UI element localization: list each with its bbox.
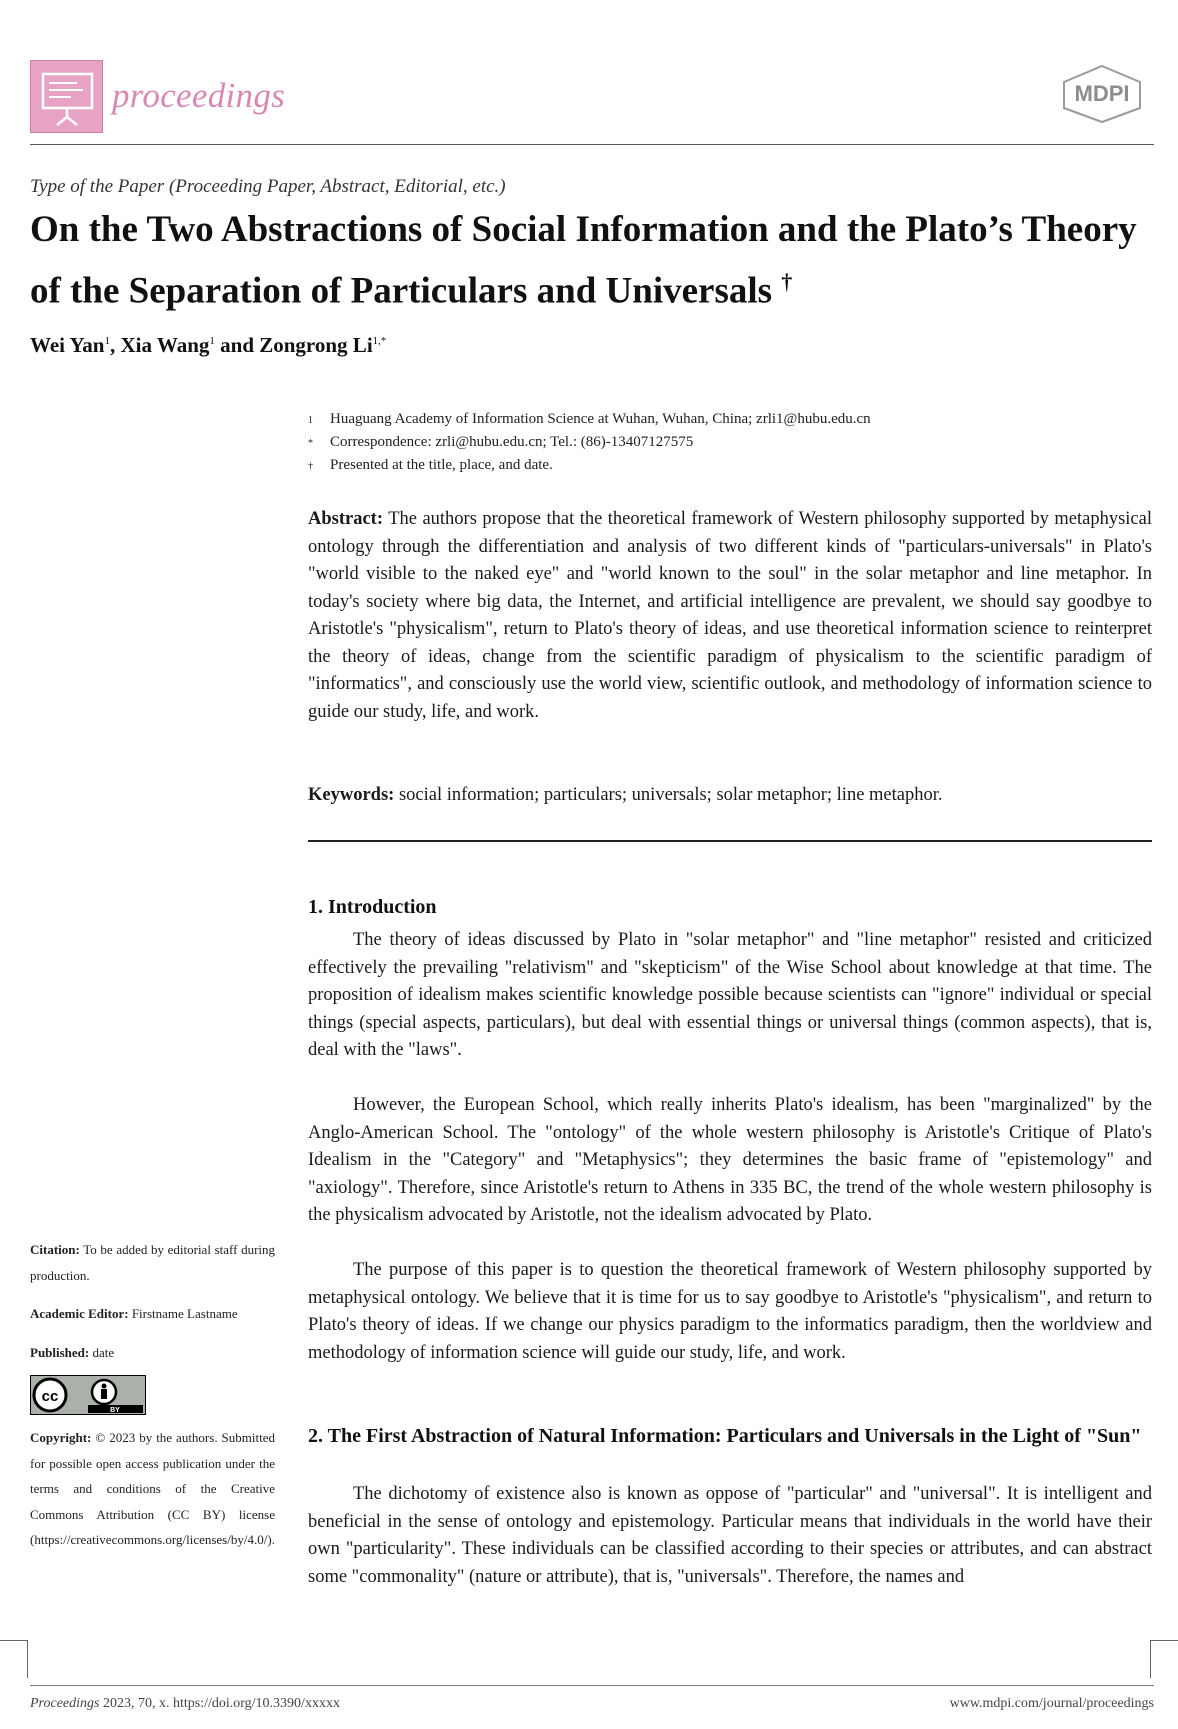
published-note: [30, 1340, 275, 1366]
crop-mark-right: [1150, 1640, 1178, 1678]
author-affiliation-mark: 1,*: [372, 335, 387, 347]
title-footnote-mark: †: [781, 269, 793, 294]
paper-type-line: Type of the Paper (Proceeding Paper, Abstract, Editorial, etc.): [30, 176, 506, 197]
author-affiliation-mark: 1: [209, 335, 215, 347]
presented-note-text: Presented at the title, place, and date.: [330, 457, 553, 473]
academic-editor-note: [30, 1301, 275, 1327]
keywords-label: Keywords:: [308, 785, 395, 805]
mdpi-logo-icon: [1058, 64, 1146, 124]
section-heading: 1. Introduction: [308, 896, 437, 918]
copyright-note: [30, 1425, 275, 1553]
abstract-label: Abstract:: [308, 509, 384, 529]
body-paragraph: However, the European School, which really inherits Plato's idealism, has been "marginalized" by the Anglo-American School. The "ontology" of the whole western philosophy is Aristotle's Critique of Plato's Idealism in the "Category" and "Metaphysics"; they determines the basic frame of "epistemology" and "axiology". Therefore, since Aristotle's return to Athens in 335 BC, the trend of the whole western philosophy is the physicalism advocated by Aristotle, not the idealism advocated by Plato.: [308, 1095, 1152, 1225]
abstract-divider: [308, 840, 1152, 842]
citation-note: [30, 1237, 275, 1288]
affiliation-mark: 1: [308, 415, 313, 426]
body-paragraph: The dichotomy of existence also is known as oppose of "particular" and "universal". It is intelligent and beneficial in the sense of ontology and epistemology. Particular means that individuals in the world have their own "particularity". These individuals can be classified according to their species or attributes, and can abstract some "commonality" (nature or attribute), that is, "universals". Therefore, the names and: [308, 1484, 1152, 1587]
abstract: [308, 506, 1152, 726]
abstract-text: The authors propose that the theoretical framework of Western philosophy supported by metaphysical ontology through the differentiation and analysis of two different kinds of "particulars-universals" in Plato's "world visible to the naked eye" and "world known to the soul" in the solar metaphor and line metaphor. In today's society where big data, the Internet, and artificial intelligence are prevalent, we should say goodbye to Aristotle's "physicalism", return to Plato's theory of ideas, and use theoretical information science to reinterpret the theory of ideas, change from the scientific paradigm of physicalism to the scientific paradigm of "informatics", and consciously use the world view, scientific outlook, and methodology of information science to guide our study, life, and work.: [308, 509, 1152, 722]
citation-label: Citation:: [30, 1242, 80, 1257]
affiliation-mark: *: [308, 438, 313, 449]
body-paragraph: The purpose of this paper is to question the theoretical framework of Western philosophy supported by metaphysical ontology. We believe that it is time for us to say goodbye to Aristotle's "physicalism", and return to Plato's theory of ideas. If we change our physics paradigm to the informatics paradigm, then the worldview and methodology of information science will guide our study, life, and work.: [308, 1260, 1152, 1363]
academic-editor-text: Firstname Lastname: [131, 1306, 238, 1321]
header-divider: [30, 144, 1154, 145]
section-heading: 2. The First Abstraction of Natural Information: Particulars and Universals in the Light of "Sun": [308, 1425, 1142, 1447]
footer-citation-text[interactable]: 2023, 70, x. https://doi.org/10.3390/xxxxx: [102, 1696, 340, 1711]
affiliation-line: [308, 411, 871, 428]
affiliation-text: Huaguang Academy of Information Science at Wuhan, Wuhan, China; zrli1@hubu.edu.cn: [330, 411, 871, 427]
title-text: On the Two Abstractions of Social Information and the Plato’s Theory of the Separation of Particulars and Universals: [30, 209, 1137, 312]
author-name: Wei Yan: [30, 333, 105, 357]
academic-editor-label: Academic Editor:: [30, 1306, 129, 1321]
copyright-label: Copyright:: [30, 1430, 92, 1445]
mdpi-logo-text: MDPI: [1074, 81, 1130, 106]
cc-by-text: BY: [110, 1407, 120, 1414]
author-separator: ,: [109, 333, 121, 357]
published-text: date: [92, 1345, 115, 1360]
published-label: Published:: [30, 1345, 90, 1360]
footer-journal: Proceedings: [30, 1696, 100, 1711]
keywords-text: social information; particulars; universals; solar metaphor; line metaphor.: [398, 785, 943, 805]
journal-name: proceedings: [112, 76, 286, 115]
journal-logo-icon: [30, 60, 103, 133]
cc-by-license-icon: [30, 1375, 146, 1415]
footer-divider: [30, 1685, 1154, 1686]
presented-note-line: [308, 457, 553, 474]
crop-mark-left: [0, 1640, 28, 1678]
citation-text: To be added by editorial staff during production.: [30, 1242, 276, 1283]
footer-journal-url[interactable]: www.mdpi.com/journal/proceedings: [949, 1696, 1154, 1711]
paper-title: [30, 204, 1150, 317]
keywords: [308, 782, 1152, 810]
body-paragraph: The theory of ideas discussed by Plato in "solar metaphor" and "line metaphor" resisted and criticized effectively the prevailing "relativism" and "skepticism" of the Wise School about knowledge at that time. The proposition of idealism makes scientific knowledge possible because scientists can "ignore" individual or special things (special aspects, particulars), but deal with essential things or universal things (common aspects), that is, deal with the "laws".: [308, 930, 1152, 1060]
cc-badge-text: cc: [41, 1388, 59, 1405]
copyright-text: © 2023 by the authors. Submitted for possible open access publication under the terms and conditions of the Creative Commons Attribution (CC BY) license (https://creativecommons.org/licenses/by/4.0/).: [30, 1430, 275, 1547]
author-separator: and: [214, 333, 260, 357]
affiliation-mark: †: [308, 461, 313, 472]
correspondence-line: [308, 434, 693, 451]
correspondence-text: Correspondence: zrli@hubu.edu.cn; Tel.: (86)-13407127575: [330, 434, 694, 450]
author-affiliation-mark: 1: [104, 335, 110, 347]
footer-citation: [30, 1696, 340, 1712]
author-name: Zongrong Li: [259, 333, 373, 357]
author-name: Xia Wang: [120, 333, 210, 357]
author-list: [30, 333, 386, 358]
